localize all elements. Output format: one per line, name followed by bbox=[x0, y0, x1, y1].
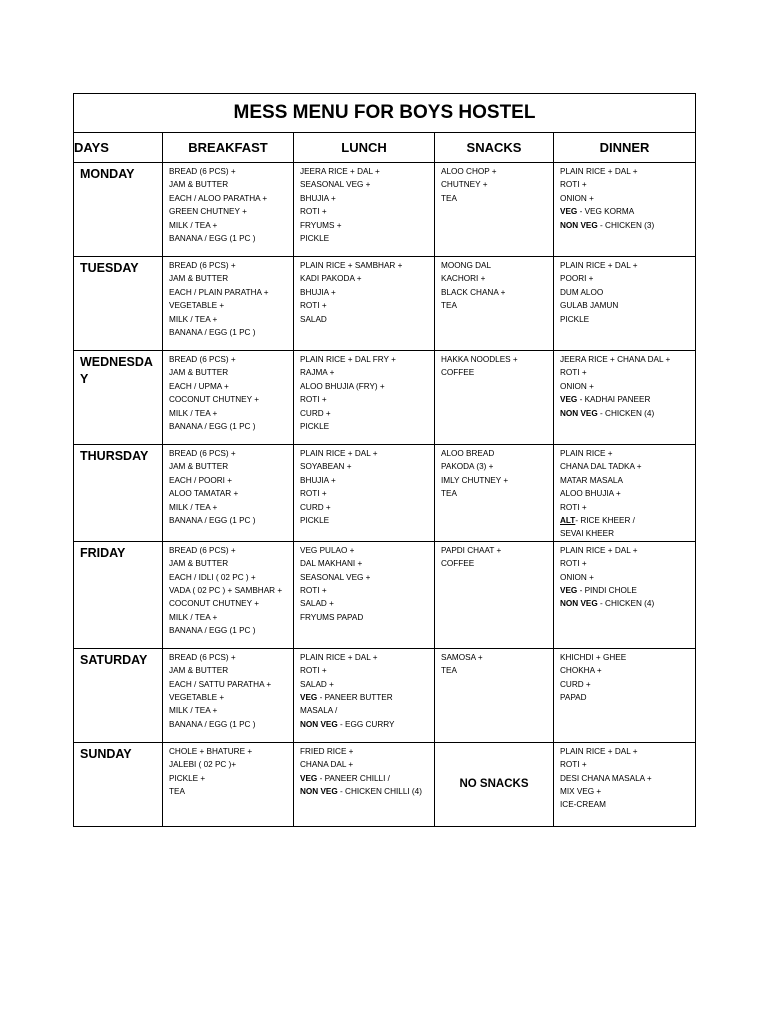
dinner-item: PLAIN RICE + DAL + bbox=[560, 261, 638, 270]
breakfast-item: MILK / TEA + bbox=[169, 314, 218, 324]
breakfast-cell bbox=[163, 742, 294, 826]
breakfast-item: EACH / POORI + bbox=[169, 475, 233, 485]
snacks-item: COFFEE bbox=[441, 368, 475, 378]
breakfast-cell bbox=[163, 163, 294, 257]
snacks-item: TEA bbox=[441, 301, 457, 311]
lunch-item: VEG PULAO + bbox=[300, 545, 355, 555]
snacks-item: TEA bbox=[441, 666, 457, 676]
lunch-item: SALAD + bbox=[300, 599, 334, 609]
breakfast-item: BANANA / EGG (1 PC ) bbox=[169, 626, 256, 636]
lunch-item: VEG - PANEER BUTTER bbox=[300, 693, 393, 703]
breakfast-item: BREAD (6 PCS) + bbox=[169, 167, 236, 176]
breakfast-item: EACH / IDLI ( 02 PC ) + bbox=[169, 572, 256, 582]
snacks-cell bbox=[435, 257, 554, 351]
dinner-cell bbox=[554, 541, 696, 648]
breakfast-item: COCONUT CHUTNEY + bbox=[169, 599, 259, 609]
snacks-item: IMLY CHUTNEY + bbox=[441, 475, 509, 485]
breakfast-item: BANANA / EGG (1 PC ) bbox=[169, 719, 256, 729]
snacks-cell bbox=[435, 163, 554, 257]
dinner-item: GULAB JAMUN bbox=[560, 301, 619, 311]
breakfast-item: JAM & BUTTER bbox=[169, 462, 229, 472]
snacks-item: COFFEE bbox=[441, 559, 475, 569]
breakfast-item: BREAD (6 PCS) + bbox=[169, 652, 236, 662]
dinner-cell bbox=[554, 351, 696, 445]
day-name: THURSDAY bbox=[74, 445, 163, 542]
breakfast-item: BREAD (6 PCS) + bbox=[169, 449, 236, 458]
lunch-item: NON VEG - CHICKEN CHILLI (4) bbox=[300, 787, 422, 797]
breakfast-item: MILK / TEA + bbox=[169, 706, 218, 716]
dinner-item: ROTI + bbox=[560, 559, 587, 569]
breakfast-item: MILK / TEA + bbox=[169, 502, 218, 512]
breakfast-cell bbox=[163, 648, 294, 742]
snacks-item: CHUTNEY + bbox=[441, 180, 488, 190]
lunch-item: SALAD + bbox=[300, 679, 334, 689]
header-breakfast: BREAKFAST bbox=[163, 133, 294, 163]
header-snacks: SNACKS bbox=[435, 133, 554, 163]
dinner-cell bbox=[554, 257, 696, 351]
breakfast-item: EACH / SATTU PARATHA + bbox=[169, 679, 272, 689]
dinner-item: PLAIN RICE + DAL + bbox=[560, 167, 638, 176]
lunch-cell bbox=[294, 351, 435, 445]
lunch-item: ALOO BHUJIA (FRY) + bbox=[300, 381, 385, 391]
menu-title: MESS MENU FOR BOYS HOSTEL bbox=[74, 94, 696, 133]
lunch-item: PLAIN RICE + DAL FRY + bbox=[300, 355, 396, 364]
day-row bbox=[74, 163, 696, 257]
snacks-item: ALOO BREAD bbox=[441, 449, 495, 458]
breakfast-item: PICKLE + bbox=[169, 773, 206, 783]
breakfast-item: JAM & BUTTER bbox=[169, 368, 229, 378]
lunch-item: ROTI + bbox=[300, 489, 327, 499]
dinner-item: DESI CHANA MASALA + bbox=[560, 773, 652, 783]
dinner-item: CHANA DAL TADKA + bbox=[560, 462, 642, 472]
lunch-cell bbox=[294, 163, 435, 257]
snacks-item: PAKODA (3) + bbox=[441, 462, 494, 472]
lunch-cell bbox=[294, 257, 435, 351]
dinner-item: ALOO BHUJIA + bbox=[560, 489, 621, 499]
day-name: MONDAY bbox=[74, 163, 163, 257]
breakfast-item: VEGETABLE + bbox=[169, 301, 225, 311]
breakfast-item: EACH / PLAIN PARATHA + bbox=[169, 287, 269, 297]
dinner-item: CURD + bbox=[560, 679, 591, 689]
lunch-item: JEERA RICE + DAL + bbox=[300, 167, 380, 176]
dinner-item: ROTI + bbox=[560, 502, 587, 512]
lunch-item: BHUJIA + bbox=[300, 287, 336, 297]
breakfast-item: MILK / TEA + bbox=[169, 220, 218, 230]
lunch-item: DAL MAKHANI + bbox=[300, 559, 363, 569]
breakfast-cell bbox=[163, 445, 294, 542]
breakfast-item: EACH / UPMA + bbox=[169, 381, 229, 391]
header-lunch: LUNCH bbox=[294, 133, 435, 163]
breakfast-cell bbox=[163, 257, 294, 351]
lunch-item: ROTI + bbox=[300, 666, 327, 676]
dinner-item: CHOKHA + bbox=[560, 666, 602, 676]
dinner-item: VEG - VEG KORMA bbox=[560, 207, 635, 217]
dinner-item: MATAR MASALA bbox=[560, 475, 623, 485]
day-name: SUNDAY bbox=[74, 742, 163, 826]
dinner-cell bbox=[554, 742, 696, 826]
snacks-item: BLACK CHANA + bbox=[441, 287, 506, 297]
lunch-item: KADI PAKODA + bbox=[300, 274, 362, 284]
dinner-item: NON VEG - CHICKEN (4) bbox=[560, 408, 655, 418]
dinner-item: SEVAI KHEER bbox=[560, 529, 614, 539]
breakfast-item: BREAD (6 PCS) + bbox=[169, 261, 236, 270]
lunch-item: PLAIN RICE + DAL + bbox=[300, 652, 378, 662]
snacks-cell bbox=[435, 351, 554, 445]
title-row bbox=[74, 94, 696, 133]
snacks-item: TEA bbox=[441, 489, 457, 499]
lunch-item: PICKLE bbox=[300, 516, 330, 526]
breakfast-item: JAM & BUTTER bbox=[169, 666, 229, 676]
lunch-item: ROTI + bbox=[300, 586, 327, 596]
dinner-item: NON VEG - CHICKEN (4) bbox=[560, 599, 655, 609]
breakfast-cell bbox=[163, 541, 294, 648]
lunch-item: SEASONAL VEG + bbox=[300, 180, 371, 190]
dinner-item: MIX VEG + bbox=[560, 787, 602, 797]
snacks-item: KACHORI + bbox=[441, 274, 486, 284]
lunch-item: CURD + bbox=[300, 502, 331, 512]
breakfast-item: BANANA / EGG (1 PC ) bbox=[169, 516, 256, 526]
breakfast-item: BREAD (6 PCS) + bbox=[169, 355, 236, 364]
lunch-item: MASALA / bbox=[300, 706, 338, 716]
dinner-item: ROTI + bbox=[560, 180, 587, 190]
dinner-item: ALT- RICE KHEER / bbox=[560, 516, 635, 526]
mess-menu-table bbox=[73, 93, 696, 827]
dinner-cell bbox=[554, 163, 696, 257]
dinner-item: PLAIN RICE + DAL + bbox=[560, 545, 638, 555]
dinner-item: POORI + bbox=[560, 274, 594, 284]
dinner-item: ICE-CREAM bbox=[560, 800, 606, 810]
dinner-item: ROTI + bbox=[560, 760, 587, 770]
lunch-cell bbox=[294, 541, 435, 648]
breakfast-item: VADA ( 02 PC ) + SAMBHAR + bbox=[169, 586, 283, 596]
lunch-item: PICKLE bbox=[300, 422, 330, 432]
lunch-item: ROTI + bbox=[300, 207, 327, 217]
breakfast-item: EACH / ALOO PARATHA + bbox=[169, 193, 268, 203]
dinner-cell bbox=[554, 445, 696, 542]
dinner-item: ONION + bbox=[560, 193, 594, 203]
lunch-item: NON VEG - EGG CURRY bbox=[300, 719, 395, 729]
lunch-cell bbox=[294, 445, 435, 542]
lunch-item: SEASONAL VEG + bbox=[300, 572, 371, 582]
breakfast-item: BREAD (6 PCS) + bbox=[169, 545, 236, 555]
breakfast-item: JALEBI ( 02 PC )+ bbox=[169, 760, 237, 770]
snacks-item: ALOO CHOP + bbox=[441, 167, 497, 176]
breakfast-item: BANANA / EGG (1 PC ) bbox=[169, 234, 256, 244]
lunch-item: SOYABEAN + bbox=[300, 462, 352, 472]
breakfast-item: MILK / TEA + bbox=[169, 612, 218, 622]
breakfast-item: BANANA / EGG (1 PC ) bbox=[169, 422, 256, 432]
snacks-item: HAKKA NOODLES + bbox=[441, 355, 518, 364]
snacks-item: SAMOSA + bbox=[441, 652, 483, 662]
dinner-item: PLAIN RICE + DAL + bbox=[560, 746, 638, 756]
lunch-item: CURD + bbox=[300, 408, 331, 418]
breakfast-item: JAM & BUTTER bbox=[169, 559, 229, 569]
lunch-item: PICKLE bbox=[300, 234, 330, 244]
snacks-item: PAPDI CHAAT + bbox=[441, 545, 502, 555]
lunch-item: VEG - PANEER CHILLI / bbox=[300, 773, 390, 783]
dinner-item: NON VEG - CHICKEN (3) bbox=[560, 220, 655, 230]
day-row bbox=[74, 257, 696, 351]
day-row bbox=[74, 742, 696, 826]
header-dinner: DINNER bbox=[554, 133, 696, 163]
dinner-item: DUM ALOO bbox=[560, 287, 604, 297]
snacks-cell bbox=[435, 445, 554, 542]
snacks-cell: NO SNACKS bbox=[435, 742, 554, 826]
breakfast-item: ALOO TAMATAR + bbox=[169, 489, 239, 499]
day-name: FRIDAY bbox=[74, 541, 163, 648]
dinner-item: PICKLE bbox=[560, 314, 590, 324]
breakfast-item: GREEN CHUTNEY + bbox=[169, 207, 247, 217]
day-row bbox=[74, 445, 696, 542]
dinner-cell bbox=[554, 648, 696, 742]
breakfast-item: VEGETABLE + bbox=[169, 693, 225, 703]
breakfast-item: MILK / TEA + bbox=[169, 408, 218, 418]
dinner-item: ONION + bbox=[560, 381, 594, 391]
lunch-item: FRYUMS + bbox=[300, 220, 342, 230]
lunch-cell bbox=[294, 742, 435, 826]
lunch-item: BHUJIA + bbox=[300, 193, 336, 203]
breakfast-item: JAM & BUTTER bbox=[169, 180, 229, 190]
header-days: DAYS bbox=[74, 133, 163, 163]
dinner-item: PAPAD bbox=[560, 693, 587, 703]
day-row bbox=[74, 351, 696, 445]
dinner-item: ROTI + bbox=[560, 368, 587, 378]
day-row bbox=[74, 648, 696, 742]
breakfast-cell bbox=[163, 351, 294, 445]
lunch-item: FRYUMS PAPAD bbox=[300, 612, 364, 622]
day-name: WEDNESDA Y bbox=[74, 351, 163, 445]
breakfast-item: JAM & BUTTER bbox=[169, 274, 229, 284]
lunch-item: PLAIN RICE + SAMBHAR + bbox=[300, 261, 403, 270]
breakfast-item: CHOLE + BHATURE + bbox=[169, 746, 253, 756]
lunch-item: FRIED RICE + bbox=[300, 746, 354, 756]
dinner-item: JEERA RICE + CHANA DAL + bbox=[560, 355, 671, 364]
lunch-item: ROTI + bbox=[300, 395, 327, 405]
breakfast-item: BANANA / EGG (1 PC ) bbox=[169, 328, 256, 338]
dinner-item: VEG - KADHAI PANEER bbox=[560, 395, 651, 405]
lunch-item: CHANA DAL + bbox=[300, 760, 354, 770]
lunch-item: PLAIN RICE + DAL + bbox=[300, 449, 378, 458]
snacks-cell bbox=[435, 541, 554, 648]
dinner-item: PLAIN RICE + bbox=[560, 449, 613, 458]
lunch-item: SALAD bbox=[300, 314, 327, 324]
breakfast-item: COCONUT CHUTNEY + bbox=[169, 395, 259, 405]
dinner-item: ONION + bbox=[560, 572, 594, 582]
breakfast-item: TEA bbox=[169, 787, 185, 797]
lunch-item: RAJMA + bbox=[300, 368, 335, 378]
day-name: SATURDAY bbox=[74, 648, 163, 742]
snacks-cell bbox=[435, 648, 554, 742]
snacks-item: TEA bbox=[441, 193, 457, 203]
lunch-item: BHUJIA + bbox=[300, 475, 336, 485]
day-row bbox=[74, 541, 696, 648]
lunch-item: ROTI + bbox=[300, 301, 327, 311]
snacks-item: MOONG DAL bbox=[441, 261, 492, 270]
dinner-item: KHICHDI + GHEE bbox=[560, 652, 627, 662]
header-row bbox=[74, 133, 696, 163]
lunch-cell bbox=[294, 648, 435, 742]
dinner-item: VEG - PINDI CHOLE bbox=[560, 586, 637, 596]
day-name: TUESDAY bbox=[74, 257, 163, 351]
